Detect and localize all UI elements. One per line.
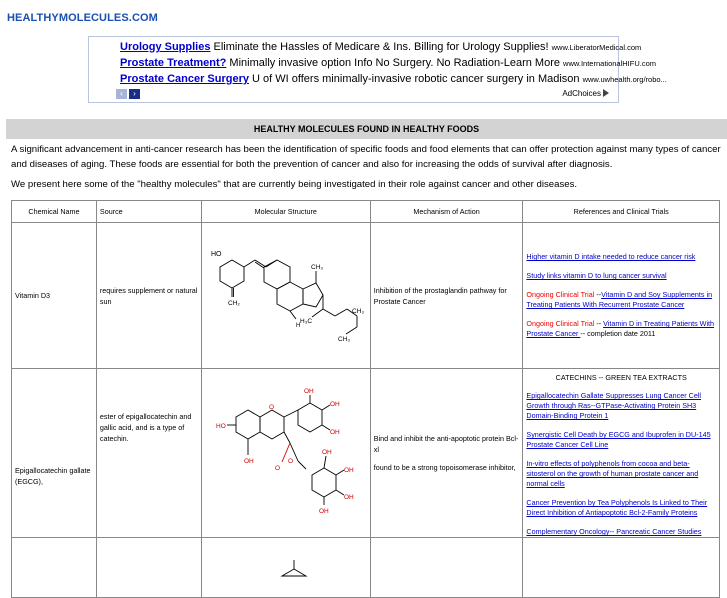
intro-paragraph-1: A significant advancement in anti-cancer research has been the identification of specific foods and food elements that can offer protection against many types of cancer and diseases of aging. These foods are essential for both the prevention of cancer and also for increasing the odds of survival after diagnosis.: [11, 144, 721, 170]
label-oh-6: OH: [343, 467, 354, 474]
label-o-ester: O: [287, 458, 293, 465]
mechanism: [370, 538, 523, 598]
ongoing-trial-label: Ongoing Clinical Trial: [526, 319, 595, 328]
label-o-ring: O: [268, 404, 274, 411]
label-ho-1: HO: [215, 423, 226, 430]
table-row-next: [12, 538, 720, 598]
source: requires supplement or natural sun: [96, 223, 201, 369]
label-oh-5: OH: [321, 449, 332, 456]
source: [96, 538, 201, 598]
ad-url[interactable]: www.uwhealth.org/robo...: [582, 75, 667, 84]
source: ester of epigallocatechin and gallic acid, and is a type of catechin.: [96, 369, 201, 538]
ref-link[interactable]: In-vitro effects of polyphenols from cocoa and beta-sitosterol on the growth of human prostate cancer and normal cells: [526, 459, 699, 488]
label-oh-4: OH: [329, 429, 340, 436]
references-egcg: [523, 369, 720, 538]
ref-link[interactable]: Vitamin D and Soy Supplements in Treating Patients With Recurrent Prostate Cancer: [526, 290, 713, 309]
mechanism-line-1: Bind and inhibit the anti-apoptotic protein Bcl-xl: [373, 434, 519, 454]
label-ch3-3: CH₃: [337, 336, 350, 343]
chemical-name: [12, 538, 97, 598]
ad-desc: Eliminate the Hassles of Medicare & Ins. Billing for Urology Supplies!: [210, 41, 552, 53]
label-ch3-2: CH₃: [351, 308, 364, 315]
col-header-structure: Molecular Structure: [201, 201, 370, 223]
label-ch3-1: CH₃: [310, 264, 323, 271]
mechanism-line-2: found to be a strong topoisomerase inhibitor,: [373, 463, 516, 472]
ad-desc: Minimally invasive option Info No Surgery. No Radiation-Learn More: [226, 57, 564, 69]
ad-prev-button[interactable]: ‹: [116, 89, 127, 99]
site-title[interactable]: HEALTHYMOLECULES.COM: [7, 12, 158, 24]
table-row-egcg: [12, 369, 720, 538]
ad-title-prostate-surgery[interactable]: Prostate Cancer Surgery: [120, 73, 249, 85]
ref-link[interactable]: Complementary Oncology-- Pancreatic Cancer Studies: [526, 527, 702, 536]
adchoices-link[interactable]: [562, 89, 609, 98]
clinical-trial-entry: [526, 319, 716, 339]
label-ho: HO: [210, 251, 222, 258]
label-h3c: H₃C: [299, 318, 312, 325]
ad-line-2: [120, 57, 656, 69]
ref-link[interactable]: Higher vitamin D intake needed to reduce cancer risk: [526, 252, 696, 261]
table-row-vitamin-d3: [12, 223, 720, 369]
ad-title-prostate-treatment[interactable]: Prostate Treatment?: [120, 57, 227, 69]
molecules-table: [11, 200, 720, 598]
ad-url[interactable]: www.InternationalHIFU.com: [563, 59, 656, 68]
col-header-source: Source: [96, 201, 201, 223]
structure-egcg: [201, 369, 370, 538]
col-header-mechanism: Mechanism of Action: [370, 201, 523, 223]
ad-title-urology[interactable]: Urology Supplies: [120, 41, 211, 53]
separator: --: [594, 290, 602, 299]
ref-link[interactable]: Synergistic Cell Death by EGCG and Ibuprofen in DU-145 Prostate Cancer Cell Line: [526, 430, 711, 449]
completion-date: -- completion date 2011: [580, 329, 656, 338]
ref-link[interactable]: Epigallocatechin Gallate Suppresses Lung Cancer Cell Growth through Ras--GTPase-Activating Protein SH3 Domain-Binding Protein 1: [526, 391, 702, 420]
next-structure-image: [202, 538, 369, 578]
col-header-references: References and Clinical Trials: [523, 201, 720, 223]
ongoing-trial-label: Ongoing Clinical Trial: [526, 290, 595, 299]
mechanism: Inhibition of the prostaglandin pathway for Prostate Cancer: [370, 223, 523, 369]
vitamin-d3-structure-image: [202, 223, 369, 366]
ref-link[interactable]: Study links vitamin D to lung cancer survival: [526, 271, 667, 280]
ad-box: [88, 36, 667, 103]
col-header-chemical-name: Chemical Name: [12, 201, 97, 223]
intro-paragraph-2: We present here some of the "healthy molecules" that are currently being investigated in their role against cancer and other diseases.: [11, 179, 578, 190]
label-oh-8: OH: [318, 508, 329, 515]
adchoices-label: AdChoices: [562, 89, 601, 98]
table-header-row: [12, 201, 720, 223]
category-heading: CATECHINS -- GREEN TEA EXTRACTS: [555, 373, 687, 382]
separator: --: [594, 319, 604, 328]
egcg-structure-image: [202, 381, 369, 523]
ad-url[interactable]: www.LiberatorMedical.com: [551, 43, 642, 52]
chemical-name: Vitamin D3: [12, 223, 97, 369]
structure-vitamin-d3: [201, 223, 370, 369]
label-oh-2: OH: [303, 388, 314, 395]
clinical-trial-entry: [526, 290, 716, 310]
label-h: H: [295, 323, 301, 329]
label-oh-3: OH: [329, 401, 340, 408]
label-oh-1: OH: [243, 458, 254, 465]
ref-link[interactable]: Cancer Prevention by Tea Polyphenols Is Linked to Their Direct Inhibition of Antiapoptotic Bcl-2-Family Proteins: [526, 498, 708, 517]
references-vitamin-d3: [523, 223, 720, 369]
adchoices-icon: [603, 89, 609, 97]
chemical-name: Epigallocatechin gallate (EGCG),: [12, 369, 97, 538]
section-title: HEALTHY MOLECULES FOUND IN HEALTHY FOODS: [6, 119, 727, 139]
ad-nav: [116, 89, 142, 107]
mechanism: [370, 369, 523, 538]
ad-line-3: [120, 73, 667, 85]
label-ch2: CH₂: [227, 300, 240, 307]
label-oh-7: OH: [343, 494, 354, 501]
ad-line-1: [120, 41, 641, 53]
references-next: [523, 538, 720, 598]
label-o-carbonyl: O: [274, 465, 280, 472]
ad-next-button[interactable]: ›: [129, 89, 140, 99]
ref-link[interactable]: Vitamin D in Treating Patients With Prostate Cancer: [526, 319, 715, 338]
structure-next: [201, 538, 370, 598]
ad-desc: U of WI offers minimally-invasive robotic cancer surgery in Madison: [249, 73, 583, 85]
